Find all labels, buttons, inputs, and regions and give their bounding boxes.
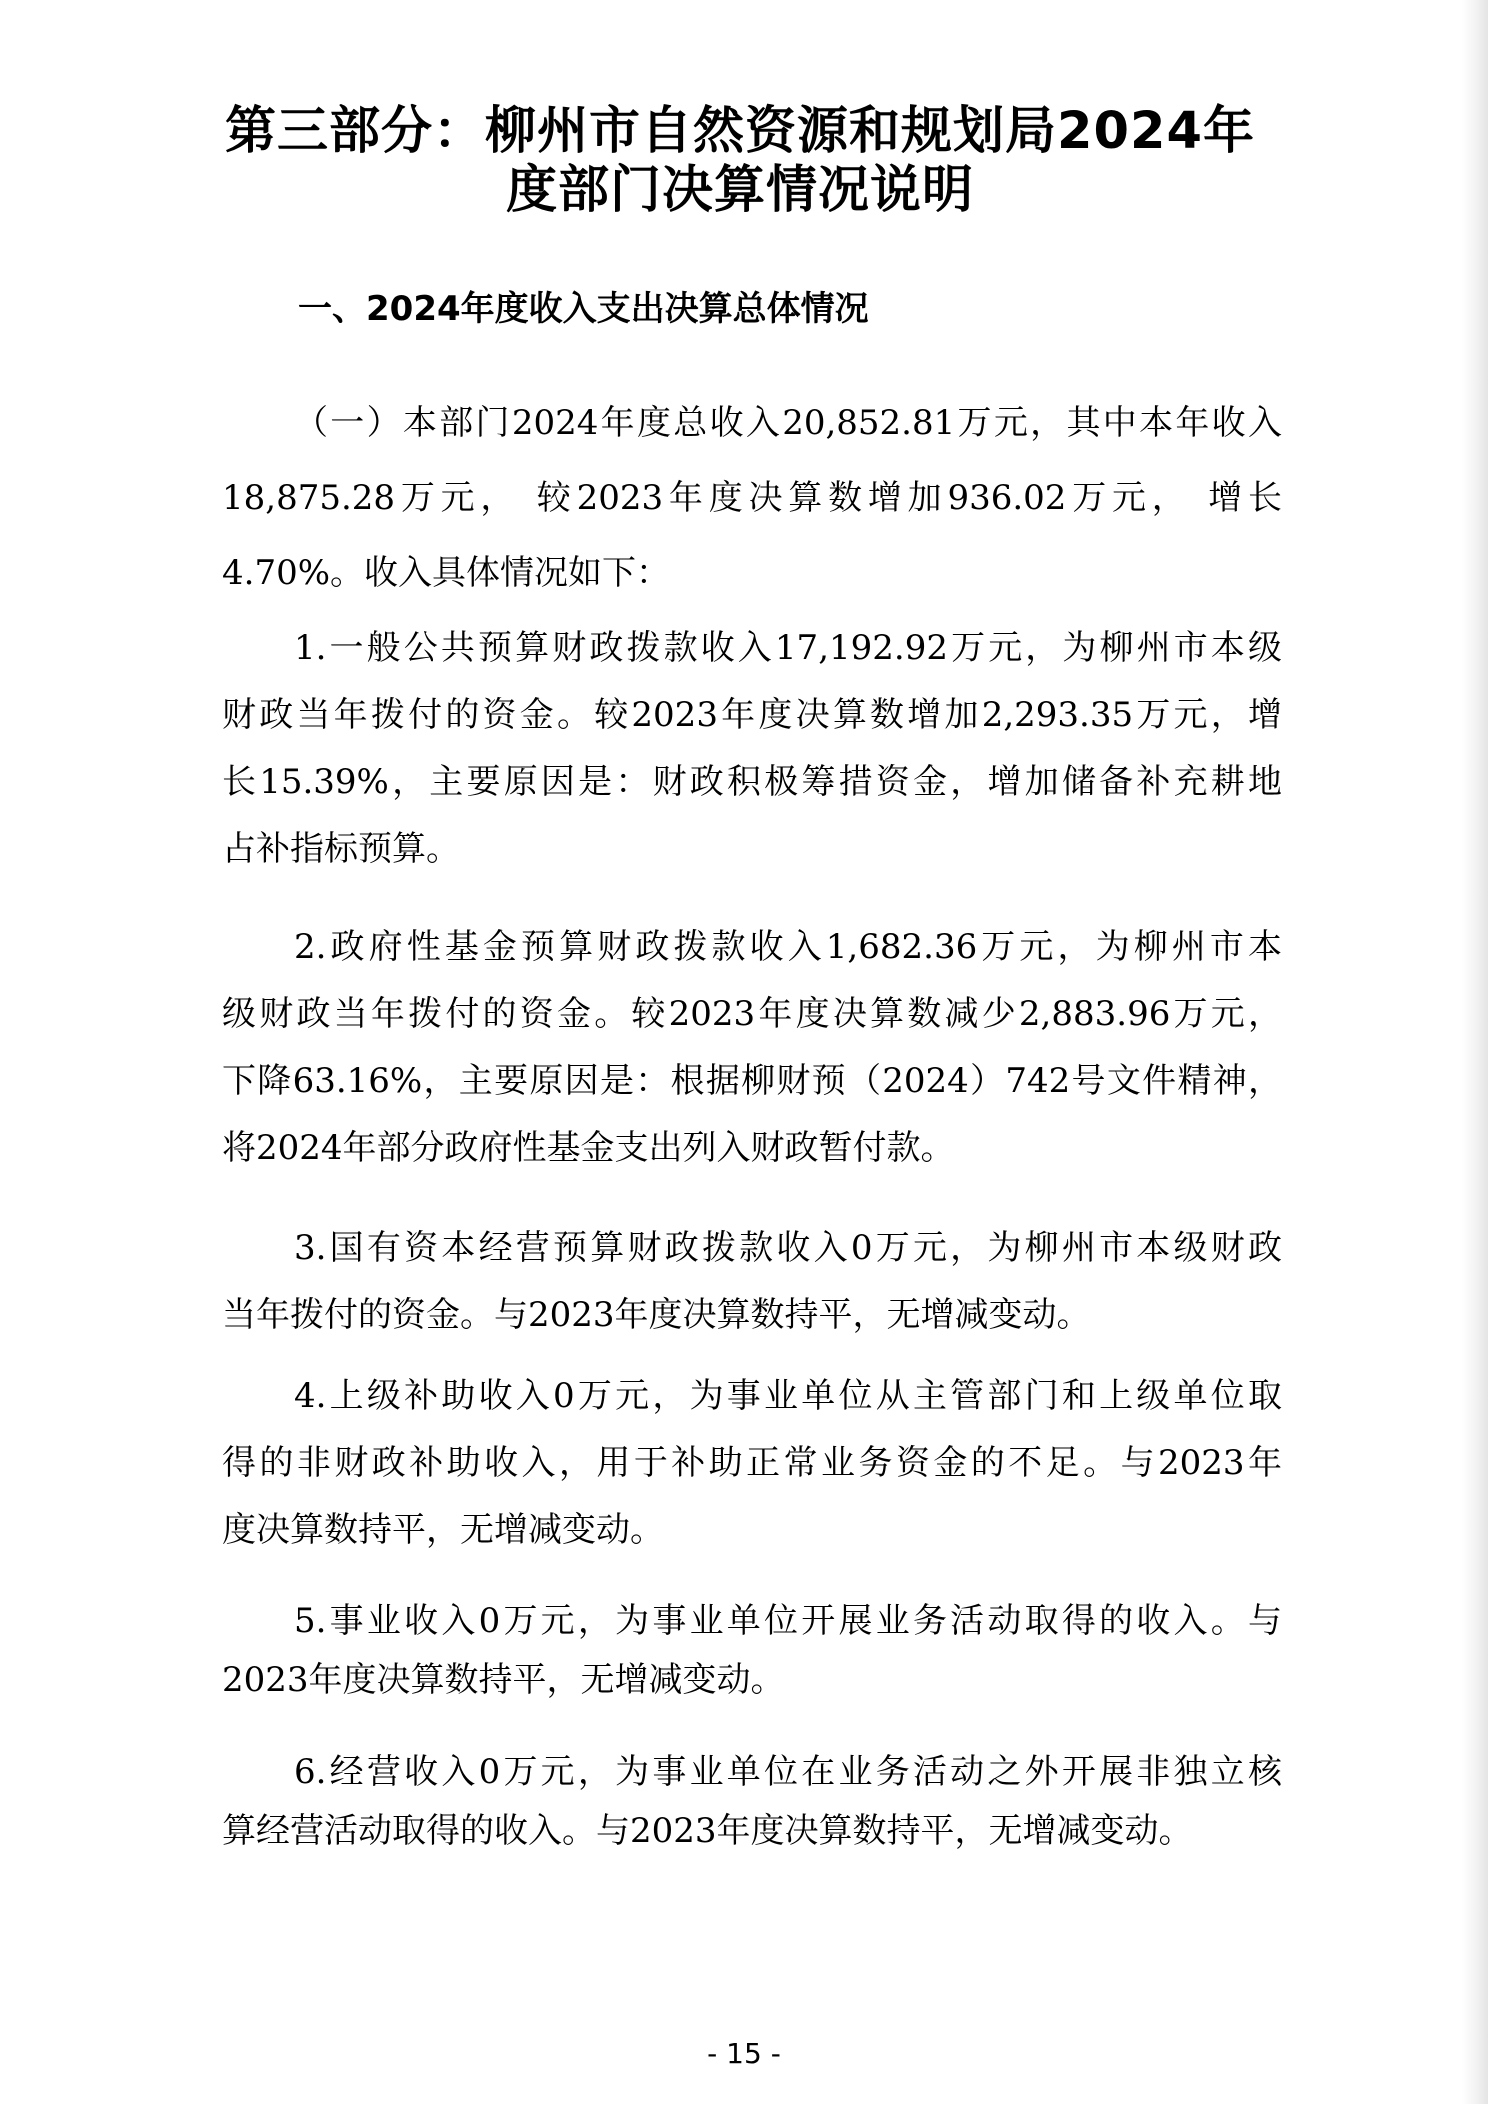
paragraph-3-line-2: 级财政当年拨付的资金。较2023年度决算数减少2,883.96万元， — [222, 994, 1282, 1034]
paragraph-7-line-2: 算经营活动取得的收入。与2023年度决算数持平，无增减变动。 — [222, 1811, 1193, 1851]
document-title-line-2: 度部门决算情况说明 — [505, 161, 974, 220]
page-edge-shadow — [1462, 0, 1488, 2104]
paragraph-7-line-1: 6.经营收入0万元，为事业单位在业务活动之外开展非独立核 — [294, 1752, 1282, 1792]
paragraph-6-line-1: 5.事业收入0万元，为事业单位开展业务活动取得的收入。与 — [294, 1601, 1282, 1641]
paragraph-3-line-3: 下降63.16%，主要原因是：根据柳财预（2024）742号文件精神， — [222, 1061, 1282, 1101]
paragraph-3-line-4: 将2024年部分政府性基金支出列入财政暂付款。 — [222, 1128, 955, 1168]
paragraph-2-line-1: 1.一般公共预算财政拨款收入17,192.92万元，为柳州市本级 — [294, 628, 1282, 668]
paragraph-5-line-1: 4.上级补助收入0万元，为事业单位从主管部门和上级单位取 — [294, 1376, 1282, 1416]
section-heading: 一、2024年度收入支出决算总体情况 — [298, 289, 869, 329]
document-title-line-1: 第三部分：柳州市自然资源和规划局2024年 — [225, 102, 1255, 161]
paragraph-6-line-2: 2023年度决算数持平，无增减变动。 — [222, 1660, 785, 1700]
paragraph-4-line-2: 当年拨付的资金。与2023年度决算数持平，无增减变动。 — [222, 1295, 1091, 1335]
paragraph-2-line-4: 占补指标预算。 — [222, 829, 460, 869]
paragraph-1-line-1: （一）本部门2024年度总收入20,852.81万元，其中本年收入 — [294, 403, 1282, 443]
paragraph-3-line-1: 2.政府性基金预算财政拨款收入1,682.36万元，为柳州市本 — [294, 927, 1282, 967]
paragraph-2-line-3: 长15.39%，主要原因是：财政积极筹措资金，增加储备补充耕地 — [222, 762, 1282, 802]
paragraph-1-line-3: 4.70%。收入具体情况如下： — [222, 553, 671, 593]
paragraph-1-line-2: 18,875.28万元， 较2023年度决算数增加936.02万元， 增长 — [222, 478, 1282, 518]
paragraph-5-line-3: 度决算数持平，无增减变动。 — [222, 1510, 664, 1550]
paragraph-2-line-2: 财政当年拨付的资金。较2023年度决算数增加2,293.35万元，增 — [222, 695, 1282, 735]
paragraph-5-line-2: 得的非财政补助收入，用于补助正常业务资金的不足。与2023年 — [222, 1443, 1282, 1483]
page-number: - 15 - — [707, 2037, 781, 2070]
paragraph-4-line-1: 3.国有资本经营预算财政拨款收入0万元，为柳州市本级财政 — [294, 1228, 1282, 1268]
